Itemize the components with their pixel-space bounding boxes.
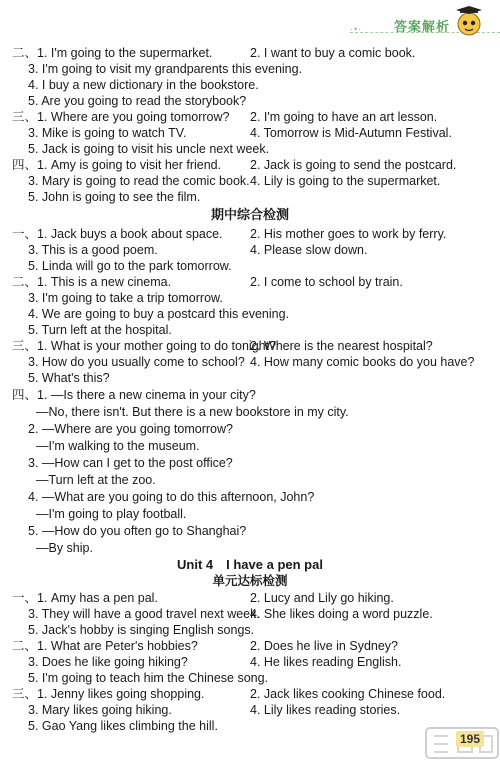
answer-text: 二、1. I'm going to the supermarket. bbox=[12, 46, 213, 60]
answer-text: 2. I'm going to have an art lesson. bbox=[250, 110, 438, 124]
answer-row bbox=[0, 189, 500, 205]
answer-row bbox=[0, 242, 500, 258]
answer-row bbox=[0, 438, 500, 454]
answer-row bbox=[0, 370, 500, 386]
answer-text: —I'm going to play football. bbox=[36, 507, 187, 521]
answer-row bbox=[0, 93, 500, 109]
answer-text: 4. He likes reading English. bbox=[250, 655, 402, 669]
header-label: 答案解析 bbox=[394, 19, 451, 34]
section-subtitle: 单元达标检测 bbox=[212, 574, 288, 588]
answer-text: 5. Turn left at the hospital. bbox=[28, 323, 172, 337]
answer-text: 2. Does he live in Sydney? bbox=[250, 639, 399, 653]
answer-row bbox=[0, 489, 500, 505]
answer-row bbox=[0, 472, 500, 488]
answer-text: 四、1. Amy is going to visit her friend. bbox=[12, 158, 222, 172]
answer-row bbox=[0, 77, 500, 93]
answer-text: 5. —How do you often go to Shanghai? bbox=[28, 524, 247, 538]
answer-row bbox=[0, 322, 500, 338]
answer-text: 3. —How can I get to the post office? bbox=[28, 456, 233, 470]
answer-text: 2. I come to school by train. bbox=[250, 275, 403, 289]
answer-text: 2. His mother goes to work by ferry. bbox=[250, 227, 447, 241]
answer-row bbox=[0, 387, 500, 403]
answer-text: 4. I buy a new dictionary in the bookstore. bbox=[28, 78, 259, 92]
answer-text: 3. Mary is going to read the comic book. bbox=[28, 174, 250, 188]
answer-text: 2. Where is the nearest hospital? bbox=[250, 339, 433, 353]
answer-text: —I'm walking to the museum. bbox=[36, 439, 200, 453]
answer-text: 5. Jack is going to visit his uncle next week. bbox=[28, 142, 270, 156]
answer-row bbox=[0, 702, 500, 718]
unit-title: Unit 4 I have a pen pal bbox=[177, 557, 323, 572]
answer-text: —By ship. bbox=[36, 541, 93, 555]
answer-row bbox=[0, 354, 500, 370]
answer-row bbox=[0, 606, 500, 622]
section-title: 期中综合检测 bbox=[210, 207, 289, 222]
answer-text: 三、1. Where are you going tomorrow? bbox=[12, 110, 230, 124]
answer-text: 4. Tomorrow is Mid-Autumn Festival. bbox=[250, 126, 452, 140]
answer-text: 二、1. This is a new cinema. bbox=[12, 275, 172, 289]
answer-row bbox=[0, 654, 500, 670]
answer-row bbox=[0, 141, 500, 157]
answer-row bbox=[0, 173, 500, 189]
answer-text: 三、1. What is your mother going to do tonight? bbox=[12, 339, 277, 353]
answer-row bbox=[0, 670, 500, 686]
answer-row bbox=[0, 622, 500, 638]
answer-text: 5. Gao Yang likes climbing the hill. bbox=[28, 719, 218, 733]
answer-row bbox=[0, 290, 500, 306]
answer-text: 3. Mary likes going hiking. bbox=[28, 703, 172, 717]
answer-row bbox=[0, 540, 500, 556]
answer-text: 2. —Where are you going tomorrow? bbox=[28, 422, 233, 436]
answer-text: 3. I'm going to visit my grandparents this evening. bbox=[28, 62, 303, 76]
answer-row bbox=[0, 338, 500, 354]
answer-row bbox=[0, 404, 500, 420]
answer-text: 5. I'm going to teach him the Chinese song. bbox=[28, 671, 269, 685]
answer-row bbox=[0, 61, 500, 77]
header-dots-decoration: ·•· bbox=[350, 24, 363, 34]
answer-text: 4. We are going to buy a postcard this evening. bbox=[28, 307, 290, 321]
answer-text: 4. She likes doing a word puzzle. bbox=[250, 607, 433, 621]
answer-text: 一、1. Amy has a pen pal. bbox=[12, 591, 158, 605]
answer-text: 3. Does he like going hiking? bbox=[28, 655, 188, 669]
answer-text: 4. Lily is going to the supermarket. bbox=[250, 174, 441, 188]
answer-row bbox=[0, 274, 500, 290]
answer-row bbox=[0, 590, 500, 606]
answer-text: 二、1. What are Peter's hobbies? bbox=[12, 639, 198, 653]
answer-text: 三、1. Jenny likes going shopping. bbox=[12, 687, 205, 701]
answer-text: —Turn left at the zoo. bbox=[36, 473, 156, 487]
answer-row bbox=[0, 523, 500, 539]
answer-text: 4. Lily likes reading stories. bbox=[250, 703, 401, 717]
answer-row bbox=[0, 638, 500, 654]
answer-text: 四、1. —Is there a new cinema in your city? bbox=[12, 388, 256, 402]
mascot-icon bbox=[455, 6, 483, 36]
answer-text: 5. John is going to see the film. bbox=[28, 190, 201, 204]
answer-text: 一、1. Jack buys a book about space. bbox=[12, 227, 223, 241]
answer-text: 2. Jack is going to send the postcard. bbox=[250, 158, 457, 172]
answer-text: 5. What's this? bbox=[28, 371, 110, 385]
answer-row bbox=[0, 506, 500, 522]
answer-text: 5. Are you going to read the storybook? bbox=[28, 94, 247, 108]
answer-text: —No, there isn't. But there is a new bookstore in my city. bbox=[36, 405, 349, 419]
page-header bbox=[0, 0, 500, 42]
answer-text: 5. Linda will go to the park tomorrow. bbox=[28, 259, 232, 273]
answer-text: 2. Lucy and Lily go hiking. bbox=[250, 591, 394, 605]
answer-row bbox=[0, 45, 500, 61]
answer-text: 5. Jack's hobby is singing English songs. bbox=[28, 623, 255, 637]
page-number: 195 bbox=[456, 731, 484, 747]
answer-row bbox=[0, 157, 500, 173]
answer-row bbox=[0, 306, 500, 322]
answer-row bbox=[0, 125, 500, 141]
answer-row bbox=[0, 421, 500, 437]
answer-row bbox=[0, 258, 500, 274]
answer-text: 3. I'm going to take a trip tomorrow. bbox=[28, 291, 223, 305]
answer-text: 4. How many comic books do you have? bbox=[250, 355, 475, 369]
answer-text: 3. Mike is going to watch TV. bbox=[28, 126, 187, 140]
answer-text: 4. —What are you going to do this afternoon, John? bbox=[28, 490, 315, 504]
answer-text: 2. I want to buy a comic book. bbox=[250, 46, 416, 60]
answer-row bbox=[0, 455, 500, 471]
answer-row bbox=[0, 686, 500, 702]
answer-text: 3. They will have a good travel next week. bbox=[28, 607, 260, 621]
answer-text: 3. How do you usually come to school? bbox=[28, 355, 245, 369]
answer-row bbox=[0, 109, 500, 125]
answer-text: 2. Jack likes cooking Chinese food. bbox=[250, 687, 446, 701]
answer-text: 4. Please slow down. bbox=[250, 243, 368, 257]
answer-text: 3. This is a good poem. bbox=[28, 243, 158, 257]
answer-row bbox=[0, 226, 500, 242]
